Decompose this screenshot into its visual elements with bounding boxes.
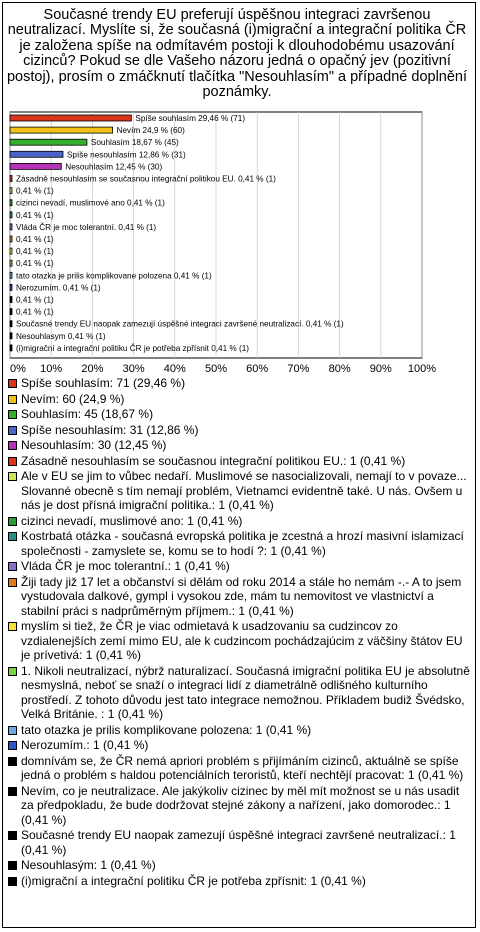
bar (10, 127, 113, 133)
legend-label: cizinci nevadí, muslimové ano: 1 (0,41 %) (21, 513, 243, 528)
bar (10, 188, 12, 194)
bar-label: Zásadně nesouhlasím se současnou integrační politikou EU. 0,41 % (1) (16, 174, 276, 184)
bar (10, 284, 12, 290)
x-tick-label: 80% (328, 363, 351, 375)
bar-label: Vláda ČR je moc tolerantní. 0,41 % (1) (16, 222, 157, 232)
bar-label: Spíše souhlasím 29,46 % (71) (135, 114, 246, 123)
legend-swatch (8, 877, 17, 886)
legend-swatch (8, 741, 17, 750)
bar (10, 260, 12, 266)
bar-label: 0,41 % (1) (16, 235, 54, 244)
legend-label: Spíše nesouhlasím: 31 (12,86 %) (21, 422, 199, 437)
legend-label: Nerozumím.: 1 (0,41 %) (21, 738, 149, 752)
legend-label: Souhlasím: 45 (18,67 %) (21, 407, 154, 421)
legend-item (8, 469, 470, 513)
legend-item (8, 874, 470, 889)
legend-swatch (8, 517, 17, 526)
legend-label: Nevím, co je neutralizace. Ale jakýkoliv cizinec by měl mít možnost se u nás usadit za předpokladu, že bude dodržovat stejné zákony a nařízení, jako domorodec.: 1 (0,41 %) (21, 783, 460, 827)
bar-label: Nerozumím. 0,41 % (1) (16, 283, 101, 293)
bar (10, 297, 12, 303)
legend-item (8, 529, 470, 558)
legend-label: myslím si tiež, že ČR je viac odmietavá k usadzovaniu sa cudzincov zo vzdialenejších zemí mimo EU, ale k cudzincom pochádzajúcim z väčšiny štátov EU je prívetivá: 1 (0,41 %) (21, 619, 463, 662)
x-tick-label: 100% (407, 363, 437, 375)
bar-label: 0,41 % (1) (16, 307, 54, 317)
legend-swatch (8, 622, 17, 631)
legend-swatch (8, 831, 17, 840)
legend-swatch (8, 426, 17, 435)
x-tick-label: 30% (122, 363, 145, 375)
legend-label: Kostrbatá otázka - současná evropská politika je zcestná a hrozí masivní islamizací společnosti - zamyslete se, komu se to hodí ?: 1 (0,41 %) (21, 529, 464, 558)
legend-swatch (8, 757, 17, 766)
bar (10, 163, 61, 169)
legend-swatch (8, 395, 17, 404)
legend-item (8, 723, 470, 738)
legend-item (8, 438, 470, 453)
x-tick-label: 60% (246, 363, 269, 375)
legend-label: Ale v EU se jim to vůbec nedaří. Muslimové se nasocializovali, nemají to v povaze... Slovanné obecně s tím nemají problém, Vietnamci evidentně také. U nás. Ovšem u nás je dost přísná imigrační politika.: 1 (0,41 %) (21, 469, 467, 512)
bar-label: (i)migrační a integrační politiku ČR je potřeba zpřísnit 0,41 % (1) (16, 343, 249, 353)
bar (10, 345, 12, 351)
x-tick-label: 10% (40, 363, 63, 375)
legend-swatch (8, 578, 17, 587)
x-tick-label: 0% (10, 363, 26, 375)
bar (10, 115, 131, 121)
legend-item (8, 738, 470, 753)
bar-label: 0,41 % (1) (16, 259, 54, 269)
bar-label: tato otazka je prilis komplikovane polozena 0,41 % (1) (16, 271, 212, 281)
legend-label: Spíše souhlasím: 71 (29,46 %) (21, 376, 186, 390)
legend-swatch (8, 441, 17, 450)
legend-item (8, 575, 470, 619)
chart-legend (8, 376, 470, 889)
legend-label: Nevím: 60 (24,9 %) (21, 391, 125, 406)
bar-label: 0,41 % (1) (16, 295, 54, 305)
legend-label: Nesouhlasým: 1 (0,41 %) (21, 858, 156, 872)
x-tick-label: 50% (204, 363, 228, 375)
legend-swatch (8, 861, 17, 870)
bar-label: Nesouhlasím 12,45 % (30) (65, 162, 163, 172)
x-tick-label: 40% (163, 363, 186, 375)
legend-swatch (8, 532, 17, 541)
bar-chart (0, 108, 480, 376)
bar (10, 236, 12, 242)
x-tick-label: 90% (369, 363, 392, 375)
legend-swatch (8, 787, 17, 796)
legend-item (8, 376, 470, 391)
legend-swatch (8, 726, 17, 735)
legend-item (8, 514, 470, 529)
legend-item (8, 407, 470, 422)
legend-item (8, 754, 470, 783)
legend-item (8, 619, 470, 663)
bar (10, 309, 12, 315)
legend-swatch (8, 472, 17, 481)
bar (10, 200, 12, 206)
legend-item (8, 784, 470, 828)
bar (10, 224, 12, 230)
chart-title: Současné trendy EU preferují úspěšnou integraci završenou neutralizací. Myslíte si, že současná (i)migrační a integrační politika ČR je založena spíše na odmítavém postoji k dlouhodobému usazování cizinců? Pokud se dle Vašeho názoru jedná o opačný jev (pozitivní postoj), prosím o zmáčknutí tlačítka "Nesouhlasím" a případné doplnění poznámky. (6, 7, 468, 101)
legend-label: Žiji tady již 17 let a občanství si dělám od roku 2014 a stále ho nemám -.- A to jsem vystudovala dalkové, gympl i vysokou zde, mám tu nemovitost ve vlastnictví a stabilní práci s nadprůměrným příjmem.: 1 (0,41 %) (21, 574, 462, 618)
legend-label: tato otazka je prilis komplikovane polozena: 1 (0,41 %) (21, 722, 312, 737)
bar (10, 333, 12, 339)
bar-label: Nevím 24,9 % (60) (116, 126, 185, 136)
legend-item (8, 423, 470, 438)
legend-swatch (8, 667, 17, 676)
bar-label: cizinci nevadí, muslimové ano 0,41 % (1) (16, 198, 165, 208)
legend-item (8, 828, 470, 857)
legend-item (8, 392, 470, 407)
bar-label: 0,41 % (1) (16, 186, 54, 196)
bar (10, 212, 12, 218)
bar-label: 0,41 % (1) (16, 247, 54, 257)
legend-label: Nesouhlasím: 30 (12,45 %) (21, 438, 167, 452)
legend-swatch (8, 562, 17, 571)
legend-label: Zásadně nesouhlasím se současnou integrační politikou EU.: 1 (0,41 %) (21, 453, 406, 468)
bar (10, 176, 12, 182)
x-tick-label: 70% (287, 363, 310, 375)
bar-label: Nesouhlasym 0,41 % (1) (16, 331, 106, 341)
x-tick-label: 20% (81, 363, 104, 375)
legend-label: Současné trendy EU naopak zamezují úspěšné integraci završené neutralizací.: 1 (0,41 %) (21, 828, 456, 857)
bar-label: 0,41 % (1) (16, 210, 54, 220)
legend-label: 1. Nikoli neutralizací, nýbrž naturalizací. Současná imigrační politika EU je absolutně nesmyslná, neboť se snaží o integraci lidí z diametrálně odlišného kulturního prostředí. Z tohoto důvodu jest tato integrace nemožnou. Příkladem budiž Švédsko, Velká Británie. : 1 (0,41 %) (21, 663, 470, 721)
legend-swatch (8, 410, 17, 419)
legend-item (8, 858, 470, 873)
legend-label: Vláda ČR je moc tolerantní.: 1 (0,41 %) (21, 559, 230, 573)
bar (10, 151, 63, 157)
legend-swatch (8, 379, 17, 388)
legend-swatch (8, 457, 17, 466)
bar-label: Současné trendy EU naopak zamezují úspěšné integraci završené neutralizací. 0,41 % (1) (16, 319, 344, 329)
legend-label: domnívám se, že ČR nemá apriori problém s přijímáním cizinců, aktuálně se spíše jedná o problém s haldou potenciálních teroristů, kteří nechtějí pracovat: 1 (0,41 %) (21, 753, 464, 782)
legend-label: (i)migrační a integrační politiku ČR je potřeba zpřísnit: 1 (0,41 %) (21, 873, 366, 888)
bar (10, 272, 12, 278)
legend-item (8, 559, 470, 574)
bar (10, 321, 12, 327)
bar-label: Spíše nesouhlasím 12,86 % (31) (66, 150, 186, 160)
bar-label: Souhlasím 18,67 % (45) (90, 138, 179, 148)
bar (10, 139, 87, 145)
legend-item (8, 454, 470, 469)
legend-item (8, 664, 470, 722)
bar (10, 248, 12, 254)
